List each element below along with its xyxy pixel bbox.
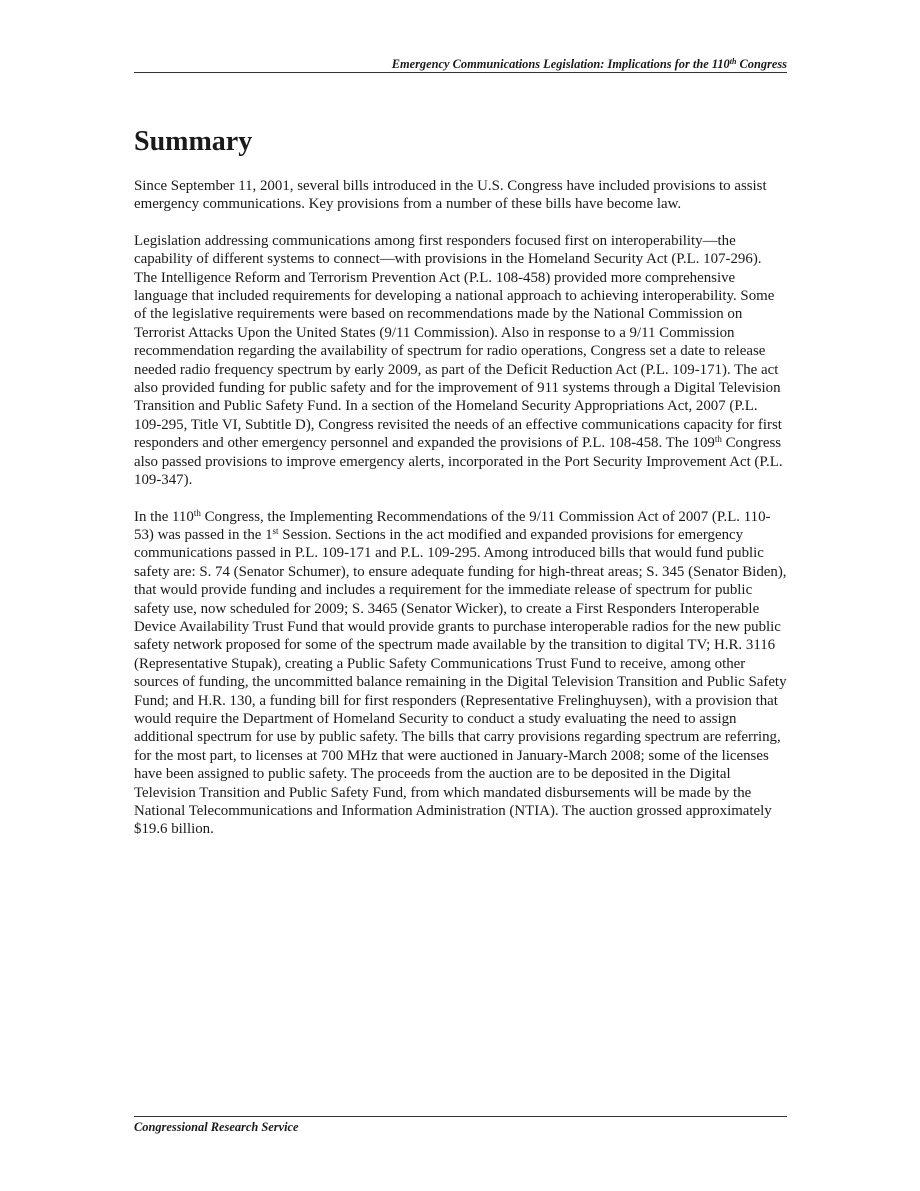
paragraph-3-sup-2: st xyxy=(272,525,279,536)
paragraph-2-part-b: Congress also passed provisions to improve emergency alerts, incorporated in the Port Security Improvement Act (P.L. 109-347). xyxy=(134,435,783,489)
header-title-sup: th xyxy=(729,57,737,66)
paragraph-2-sup: th xyxy=(714,434,722,445)
footer-rule xyxy=(134,1116,787,1117)
paragraph-2 xyxy=(134,232,788,490)
paragraph-3-part-c: Session. Sections in the act modified and expanded provisions for emergency communications passed in P.L. 109-171 and P.L. 109-295. Among introduced bills that would fund public safety are: S. 74 (Senator Schumer), to ensure adequate funding for high-threat areas; S. 345 (Senator Biden), that would provide funding and includes a requirement for the immediate release of spectrum for public safety use, now scheduled for 2009; S. 3465 (Senator Wicker), to create a First Responders Interoperable Device Availability Trust Fund that would provide grants to purchase interoperable radios for the new public safety network proposed for some of the spectrum made available by the transition to digital TV; H.R. 3116 (Representative Stupak), creating a Public Safety Communications Trust Fund to receive, among other sources of funding, the uncommitted balance remaining in the Digital Television Transition and Public Safety Fund; and H.R. 130, a funding bill for first responders (Representative Frelinghuysen), with a provision that would require the Department of Homeland Security to conduct a study evaluating the need to assign additional spectrum for use by public safety. The bills that carry provisions regarding spectrum are referring, for the most part, to licenses at 700 MHz that were auctioned in January-March 2008; some of the licenses have been assigned to public safety. The proceeds from the auction are to be deposited in the Digital Television Transition and Public Safety Fund, from which mandated disbursements will be made by the National Telecommunications and Information Administration (NTIA). The auction grossed approximately $19.6 billion. xyxy=(134,526,787,838)
paragraph-3-part-a: In the 110 xyxy=(134,508,194,525)
paragraph-2-part-a: Legislation addressing communications among first responders focused first on interoperability—the capability of different systems to connect—with provisions in the Homeland Security Act (P.L. 107-296). The Intelligence Reform and Terrorism Prevention Act (P.L. 108-458) provided more comprehensive language that included requirements for developing a national approach to achieving interoperability. Some of the legislative requirements were based on recommendations made by the National Commission on Terrorist Attacks Upon the United States (9/11 Commission). Also in response to a 9/11 Commission recommendation regarding the availability of spectrum for radio operations, Congress set a date to release needed radio frequency spectrum by early 2009, as part of the Deficit Reduction Act (P.L. 109-171). The act also provided funding for public safety and for the improvement of 911 systems through a Digital Television Transition and Public Safety Fund. In a section of the Homeland Security Appropriations Act, 2007 (P.L. 109-295, Title VI, Subtitle D), Congress revisited the needs of an effective communications capacity for first responders and other emergency personnel and expanded the provisions of P.L. 108-458. The 109 xyxy=(134,232,782,452)
paragraph-1: Since September 11, 2001, several bills introduced in the U.S. Congress have included provisions to assist emergency communications. Key provisions from a number of these bills have become law. xyxy=(134,178,767,213)
paragraph-3-part-b: Congress, the Implementing Recommendations of the 9/11 Commission Act of 2007 (P.L. 110-53) was passed in the 1 xyxy=(134,508,771,543)
summary-body xyxy=(134,177,788,857)
paragraph-3-sup-1: th xyxy=(193,507,201,518)
running-header xyxy=(134,56,787,72)
paragraph-3 xyxy=(134,508,788,839)
page-title: Summary xyxy=(134,126,253,157)
header-title-pre: Emergency Communications Legislation: Implications for the 110 xyxy=(391,57,730,71)
header-title-post: Congress xyxy=(736,57,787,71)
running-footer: Congressional Research Service xyxy=(134,1120,299,1134)
header-rule xyxy=(134,72,787,73)
